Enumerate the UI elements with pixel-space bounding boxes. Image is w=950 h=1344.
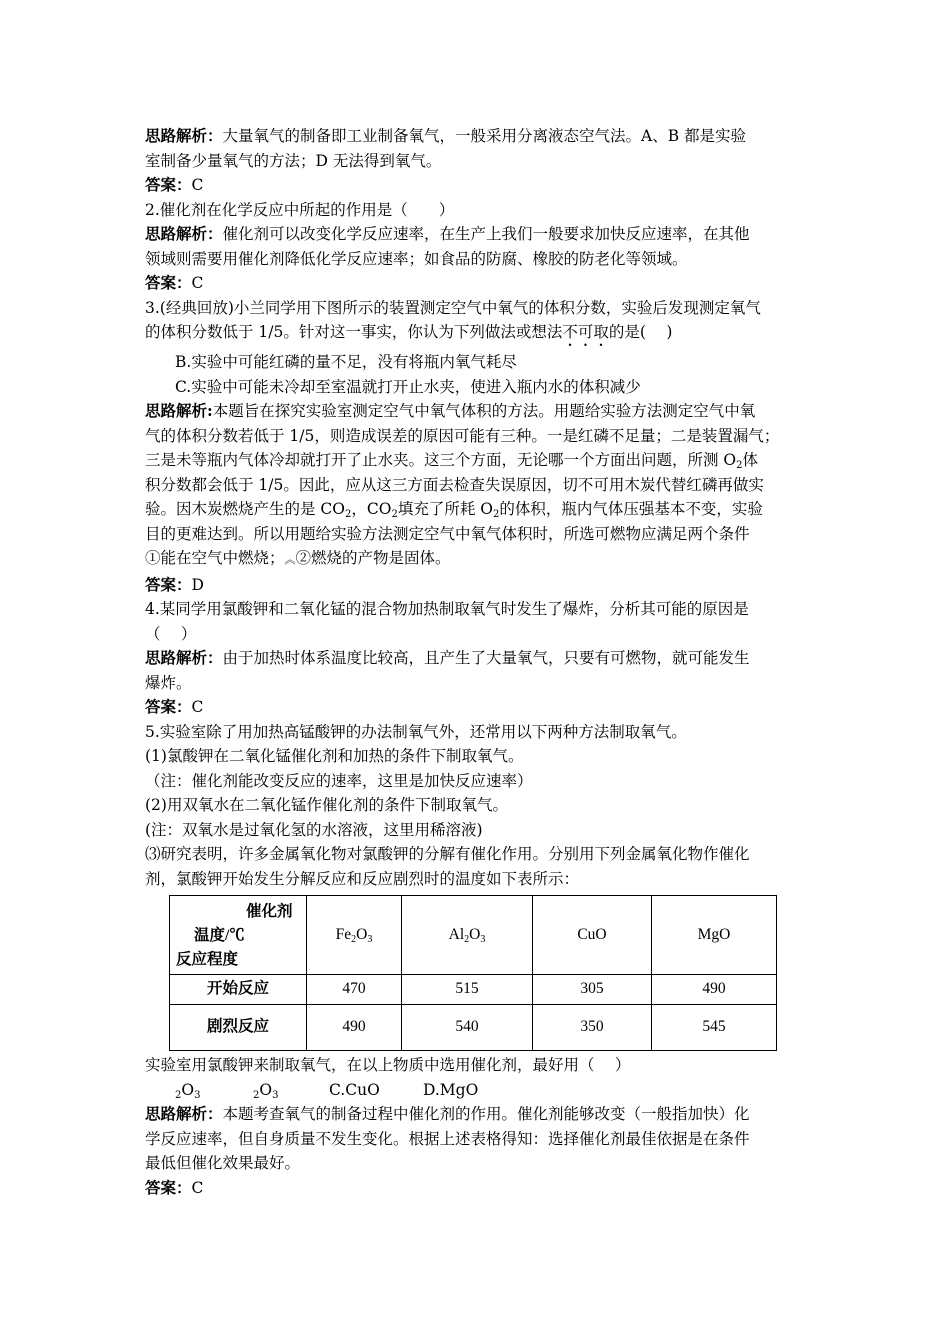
- q5-analysis-line2: 学反应速率，但自身质量不发生变化。根据上述表格得知：选择催化剂最佳依据是在条件: [145, 1129, 750, 1148]
- q3-analysis-line7: ①能在空气中燃烧；︽②燃烧的产物是固体。: [145, 549, 451, 567]
- table-cell: 305: [533, 975, 652, 1005]
- emphasis-not-acceptable: 不可取: [562, 323, 609, 341]
- table-cell: 350: [533, 1005, 652, 1051]
- q3-analysis-line4: 积分数都会低于 1/5。因此，应从这三方面去检查失误原因，切不可用木炭代替红磷再做实: [145, 475, 764, 494]
- q3-question-line2: 的体积分数低于 1/5。针对这一事实，你认为下列做法或想法不可取的是( ): [145, 323, 673, 341]
- q2-analysis-line1: 思路解析：催化剂可以改变化学反应速率，在生产上我们一般要求加快反应速率，在其他: [145, 224, 750, 243]
- catalyst-temperature-table: [169, 895, 777, 1051]
- q5-note2: (注：双氧水是过氧化氢的水溶液，这里用稀溶液): [145, 820, 483, 839]
- q1-analysis-label: 思路解析：: [145, 126, 223, 145]
- col-header-fe2o3: $Fe_2O_3$: [307, 896, 402, 975]
- q3-analysis-line5: 验。因木炭燃烧产生的是 $CO_2$，$CO_2$填充了所耗 $O_2$的体积，瓶内气体压强基本不变，实验: [145, 500, 763, 520]
- row-label-vigorous: 剧烈反应: [170, 1005, 307, 1051]
- table-cell: 545: [652, 1005, 777, 1051]
- table-row: [170, 975, 777, 1005]
- q1-answer: 答案：C: [145, 175, 204, 194]
- col-header-cuo: CuO: [533, 896, 652, 975]
- table-cell: 515: [402, 975, 533, 1005]
- table-row: [170, 1005, 777, 1051]
- q5-option-d: D.MgO: [423, 1080, 479, 1099]
- q2-answer: 答案：C: [145, 273, 204, 292]
- q4-question-line1: 4.某同学用氯酸钾和二氧化锰的混合物加热制取氧气时发生了爆炸，分析其可能的原因是: [145, 600, 749, 618]
- table-cell: 490: [652, 975, 777, 1005]
- q1-analysis-line2: 室制备少量氧气的方法；D 无法得到氧气。: [145, 151, 442, 170]
- q5-answer: 答案：C: [145, 1177, 204, 1197]
- q3-answer: 答案：D: [145, 574, 204, 594]
- col-header-mgo: MgO: [652, 896, 777, 975]
- q5-option-c: C.CuO: [329, 1080, 380, 1099]
- q1-analysis-line1: 思路解析：大量氧气的制备即工业制备氧气，一般采用分离液态空气法。A、B 都是实验: [145, 126, 747, 145]
- q3-option-b: B.实验中可能红磷的量不足，没有将瓶内氧气耗尽: [175, 353, 517, 371]
- q3-option-c: C.实验中可能未冷却至室温就打开止水夹，使进入瓶内水的体积减少: [175, 377, 641, 396]
- q5-item3-line1: ⑶研究表明，许多金属氧化物对氯酸钾的分解有催化作用。分别用下列金属氧化物作催化: [145, 845, 750, 863]
- q2-question: 2.催化剂在化学反应中所起的作用是（ ）: [145, 200, 455, 219]
- q5-analysis-line3: 最低但催化效果最好。: [145, 1154, 301, 1172]
- table-header-row: [170, 896, 777, 975]
- q5-note1: （注：催化剂能改变反应的速率，这里是加快反应速率）: [145, 771, 533, 790]
- q4-answer: 答案：C: [145, 697, 204, 716]
- table-cell: 490: [307, 1005, 402, 1051]
- q5-analysis-line1: 思路解析：本题考查氧气的制备过程中催化剂的作用。催化剂能够改变（一般指加快）化: [145, 1104, 750, 1123]
- q5-options: [145, 1078, 815, 1103]
- q3-analysis-line1: 思路解析:本题旨在探究实验室测定空气中氧气体积的方法。用题给实验方法测定空气中氧: [145, 401, 756, 420]
- q4-question-line2: （ ）: [145, 624, 197, 643]
- q4-analysis-line2: 爆炸。: [145, 673, 192, 692]
- q5-option-b: $_2O_3$: [253, 1080, 279, 1101]
- q2-analysis-line2: 领域则需要用催化剂降低化学反应速率；如食品的防腐、橡胶的防老化等领域。: [145, 249, 688, 268]
- q5-option-a: $_2O_3$: [175, 1080, 201, 1101]
- table-cell: 470: [307, 975, 402, 1005]
- document-page: [145, 124, 815, 1200]
- caret-mark-icon: ︽: [284, 553, 296, 566]
- table-cell: 540: [402, 1005, 533, 1051]
- q3-analysis-line2: 气的体积分数若低于 1/5，则造成误差的原因可能有三种。一是红磷不足量；二是装置漏气；: [145, 426, 780, 445]
- q3-analysis-line3: 三是未等瓶内气体冷却就打开了止水夹。这三个方面，无论哪一个方面出问题，所测 $O_2$体: [145, 451, 759, 471]
- q5-item1: (1)氯酸钾在二氧化锰催化剂和加热的条件下制取氧气。: [145, 747, 524, 765]
- row-label-start: 开始反应: [170, 975, 307, 1005]
- q5-intro: 5.实验室除了用加热高锰酸钾的办法制氧气外，还常用以下两种方法制取氧气。: [145, 722, 687, 741]
- col-header-al2o3: $Al_2O_3$: [402, 896, 533, 975]
- q4-analysis-line1: 思路解析：由于加热时体系温度比较高，且产生了大量氧气，只要有可燃物，就可能发生: [145, 648, 750, 667]
- q5-item3-line2: 剂，氯酸钾开始发生分解反应和反应剧烈时的温度如下表所示：: [145, 869, 580, 888]
- table-diagonal-header: 催化剂 温度/℃ 反应程度: [170, 896, 307, 975]
- q3-analysis-line6: 目的更难达到。所以用题给实验方法测定空气中氧气体积时，所选可燃物应满足两个条件: [145, 524, 750, 543]
- q5-question: 实验室用氯酸钾来制取氧气，在以上物质中选用催化剂，最好用（ ）: [145, 1056, 631, 1074]
- q3-question-line1: 3.(经典回放)小兰同学用下图所示的装置测定空气中氧气的体积分数，实验后发现测定氧气: [145, 298, 761, 317]
- q5-item2: (2)用双氧水在二氧化锰作催化剂的条件下制取氧气。: [145, 796, 508, 814]
